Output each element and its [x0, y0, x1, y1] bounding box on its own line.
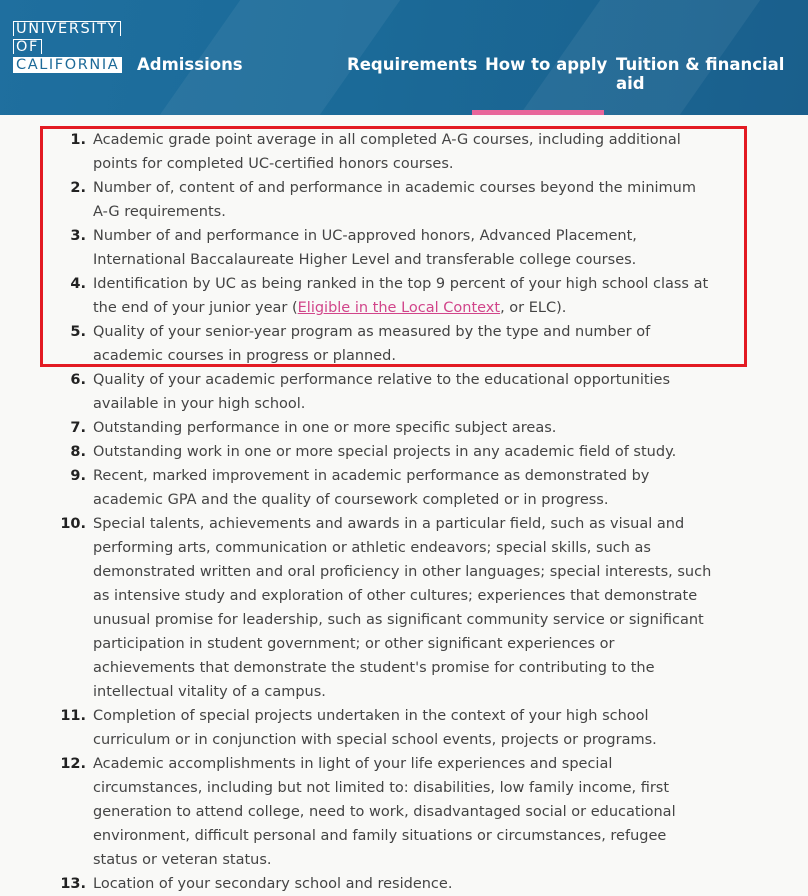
list-item-number: 11. — [60, 708, 86, 724]
section-title-admissions[interactable]: Admissions — [137, 55, 243, 74]
list-item — [0, 512, 808, 704]
list-item-number: 9. — [70, 468, 86, 484]
list-item-text: Outstanding work in one or more special projects in any academic field of study. — [93, 444, 677, 460]
list-item-text: Special talents, achievements and awards in a particular field, such as visual and performing arts, communication or athletic endeavors; special skills, such as demonstrated written and oral proficiency in other languages; special interests, such as intensive study and exploration of other cultures; experiences that demonstrate unusual promise for leadership, such as significant community service or significant participation in student government; or other significant experiences or achievements that demonstrate the student's promise for contributing to the intellectual vitality of a campus. — [93, 516, 712, 700]
list-item-number: 5. — [70, 324, 86, 340]
list-item-text: Recent, marked improvement in academic performance as demonstrated by academic GPA and the quality of coursework completed or in progress. — [93, 468, 650, 508]
main-content — [0, 128, 808, 896]
list-item — [0, 272, 808, 320]
list-item — [0, 368, 808, 416]
list-item-number: 12. — [60, 756, 86, 772]
list-item-text: Number of and performance in UC-approved honors, Advanced Placement, International Baccalaureate Higher Level and transferable college courses. — [93, 228, 637, 268]
list-item — [0, 320, 808, 368]
list-item-text: Academic accomplishments in light of your life experiences and special circumstances, including but not limited to: disabilities, low family income, first generation to attend college, need to work, disadvantaged social or educational environment, difficult personal and family situations or circumstances, refugee status or veteran status. — [93, 756, 676, 868]
list-item-number: 2. — [70, 180, 86, 196]
list-item — [0, 704, 808, 752]
list-item — [0, 416, 808, 440]
list-item — [0, 128, 808, 176]
logo-line-1: UNIVERSITY — [13, 21, 121, 36]
active-nav-indicator — [472, 110, 604, 115]
list-item-number: 6. — [70, 372, 86, 388]
list-item — [0, 752, 808, 872]
list-item-number: 3. — [70, 228, 86, 244]
list-item-text: Identification by UC as being ranked in the top 9 percent of your high school class at the end of your junior year ( — [93, 276, 709, 316]
list-item-text: Number of, content of and performance in academic courses beyond the minimum A-G requirements. — [93, 180, 696, 220]
list-item — [0, 224, 808, 272]
list-item-number: 7. — [70, 420, 86, 436]
list-item — [0, 464, 808, 512]
list-item-text: , or ELC). — [500, 300, 567, 316]
logo-line-2: OF — [13, 39, 42, 54]
list-item-number: 10. — [60, 516, 86, 532]
list-item — [0, 176, 808, 224]
list-item-number: 4. — [70, 276, 86, 292]
uc-logo[interactable] — [13, 20, 122, 75]
list-item-number: 8. — [70, 444, 86, 460]
list-item-text: Completion of special projects undertaken in the context of your high school curriculum or in conjunction with special school events, projects or programs. — [93, 708, 657, 748]
list-item-text: Outstanding performance in one or more specific subject areas. — [93, 420, 557, 436]
list-item — [0, 440, 808, 464]
elc-link[interactable]: Eligible in the Local Context — [297, 300, 501, 316]
list-item-text: Quality of your senior-year program as measured by the type and number of academic courses in progress or planned. — [93, 324, 651, 364]
list-item-number: 1. — [70, 132, 86, 148]
list-item-number: 13. — [60, 876, 86, 892]
list-item — [0, 872, 808, 896]
list-item-text: Academic grade point average in all completed A-G courses, including additional points for completed UC-certified honors courses. — [93, 132, 681, 172]
logo-line-3: CALIFORNIA — [13, 57, 122, 73]
nav-requirements[interactable]: Requirements — [347, 55, 478, 74]
criteria-list — [0, 128, 808, 896]
list-item-text: Location of your secondary school and residence. — [93, 876, 453, 892]
site-header — [0, 0, 808, 115]
nav-how-to-apply[interactable]: How to apply — [485, 55, 608, 74]
list-item-text: Quality of your academic performance relative to the educational opportunities available in your high school. — [93, 372, 671, 412]
nav-tuition-financial-aid[interactable]: Tuition & financial aid — [616, 55, 785, 93]
